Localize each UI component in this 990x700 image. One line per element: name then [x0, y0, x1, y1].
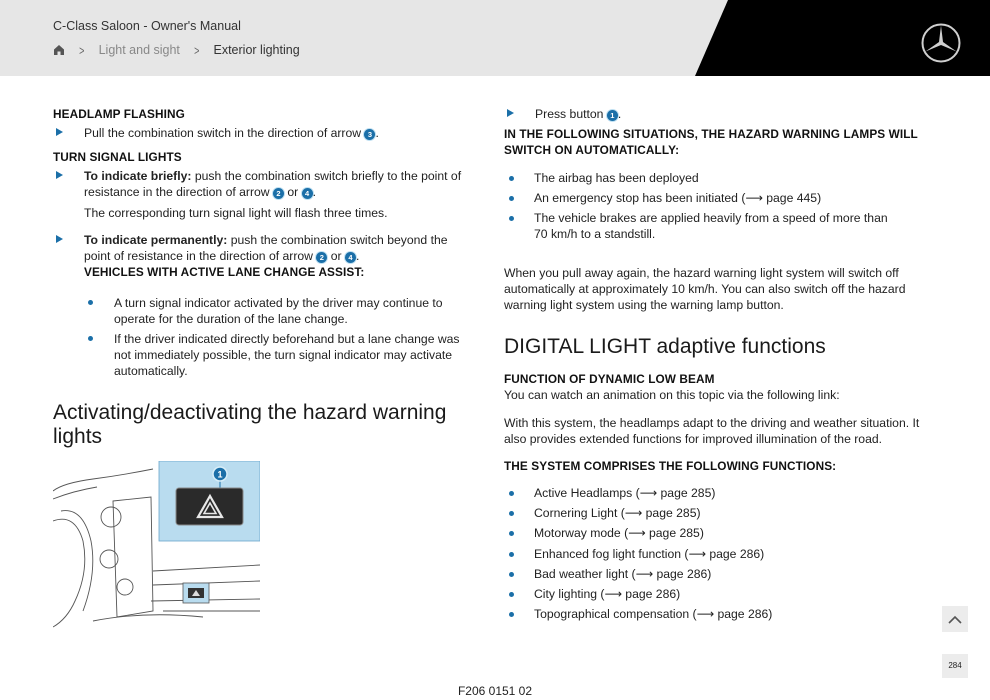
function-active-headlamps-link[interactable]: Active Headlamps (⟶ page 285): [534, 486, 716, 500]
or-text: or: [330, 249, 342, 263]
arrow-3-marker: 3: [364, 129, 375, 140]
lane-change-heading: VEHICLES WITH ACTIVE LANE CHANGE ASSIST:: [84, 265, 365, 279]
pull-away-line2: automatically at approximately 10 km/h. You can also switch off the hazard: [504, 282, 906, 296]
headlamp-step-text: Pull the combination switch in the direction of arrow: [84, 126, 362, 140]
press-button-step: Press button 1 .: [535, 107, 622, 121]
list-item: [504, 485, 944, 505]
perm-line2: point of resistance in the direction of arrow: [84, 249, 313, 263]
situation-bullet-3: [534, 210, 888, 242]
situation-bullet-3-line1: The vehicle brakes are applied heavily from a speed of more than: [534, 211, 888, 225]
arrow-4-marker: 4: [345, 252, 356, 263]
press-button-text: Press button: [535, 107, 604, 121]
bullet-dot: [509, 216, 514, 221]
bullet-dot: [88, 336, 93, 341]
digital-light-title: DIGITAL LIGHT adaptive functions: [504, 335, 826, 358]
hazard-title-line2: lights: [53, 425, 103, 448]
bullet-dot: [509, 176, 514, 181]
situation-bullet-2: An emergency stop has been initiated (⟶ page 445): [534, 191, 822, 205]
list-item: [504, 505, 944, 525]
lane-bullet-2-line1: If the driver indicated directly beforehand but a lane change was: [114, 332, 460, 346]
function-city-lighting-link[interactable]: City lighting (⟶ page 286): [534, 586, 681, 601]
or-text: or: [287, 185, 299, 199]
indicate-briefly-label: To indicate briefly:: [84, 169, 192, 183]
briefly-note: The corresponding turn signal light will flash three times.: [84, 206, 388, 220]
pull-away-line1: When you pull away again, the hazard warning light system will switch off: [504, 266, 899, 280]
animation-link-text[interactable]: You can watch an animation on this topic via the following link:: [504, 388, 840, 402]
hazard-section-title: [53, 401, 446, 449]
headlamp-flashing-heading: HEADLAMP FLASHING: [53, 107, 185, 121]
function-topographical-link[interactable]: Topographical compensation (⟶ page 286): [534, 607, 773, 622]
briefly-line1: push the combination switch briefly to the point of: [194, 169, 462, 183]
manual-title: C-Class Saloon - Owner's Manual: [53, 19, 241, 33]
arrow-4-marker: 4: [302, 188, 313, 199]
pull-away-line3: warning light system using the warning lamp button.: [504, 298, 784, 312]
function-fog-light-link[interactable]: Enhanced fog light function (⟶ page 286): [534, 546, 765, 561]
lane-bullet-1: [114, 295, 443, 327]
breadcrumb-current: Exterior lighting: [213, 43, 300, 57]
adapt-line1: With this system, the headlamps adapt to the driving and weather situation. It: [504, 416, 920, 430]
situations-heading-line2: SWITCH ON AUTOMATICALLY:: [504, 143, 680, 157]
hazard-button-figure: [53, 461, 260, 630]
step-arrow-icon: [56, 171, 63, 179]
home-icon[interactable]: [53, 44, 65, 56]
lane-bullet-2-line3: automatically.: [114, 364, 188, 378]
situations-heading: [504, 126, 918, 158]
chevron-up-icon: [948, 615, 962, 624]
list-item: [504, 546, 944, 566]
situation-bullet-1: The airbag has been deployed: [534, 171, 699, 185]
mercedes-star-logo[interactable]: [920, 22, 962, 64]
lane-bullet-1-line2: operate for the duration of the lane change.: [114, 312, 348, 326]
step-arrow-icon: [507, 109, 514, 117]
arrow-2-marker: 2: [273, 188, 284, 199]
turn-signal-heading: TURN SIGNAL LIGHTS: [53, 150, 182, 164]
situations-heading-line1: IN THE FOLLOWING SITUATIONS, THE HAZARD WARNING LAMPS WILL: [504, 127, 918, 141]
bullet-dot: [509, 196, 514, 201]
button-1-marker: 1: [607, 110, 618, 121]
page-number-badge[interactable]: 284: [942, 654, 968, 678]
pull-away-paragraph: [504, 265, 906, 313]
perm-line1: push the combination switch beyond the: [230, 233, 448, 247]
figure-code: F206 0151 02: [457, 684, 533, 698]
functions-heading: THE SYSTEM COMPRISES THE FOLLOWING FUNCTIONS:: [504, 459, 837, 473]
dynamic-low-beam-heading: FUNCTION OF DYNAMIC LOW BEAM: [504, 372, 715, 386]
chevron-right-icon: >: [79, 42, 85, 58]
step-arrow-icon: [56, 235, 63, 243]
list-item: [504, 606, 944, 626]
breadcrumb-light-and-sight[interactable]: Light and sight: [98, 43, 180, 57]
adapt-line2: also provides extended functions for improved illumination of the road.: [504, 432, 883, 446]
figure-callout-number: 1: [217, 469, 223, 480]
step-arrow-icon: [56, 128, 63, 136]
lane-bullet-1-line1: A turn signal indicator activated by the driver may continue to: [114, 296, 443, 310]
lane-bullet-2-line2: not immediately possible, the turn signal indicator may activate: [114, 348, 453, 362]
breadcrumb: [53, 42, 300, 58]
function-cornering-light-link[interactable]: Cornering Light (⟶ page 285): [534, 506, 701, 521]
bullet-dot: [88, 300, 93, 305]
functions-list: [504, 485, 944, 626]
list-item: [504, 566, 944, 586]
briefly-line2: resistance in the direction of arrow: [84, 185, 270, 199]
adapt-paragraph: [504, 415, 919, 447]
scroll-to-top-button[interactable]: [942, 606, 968, 632]
function-motorway-mode-link[interactable]: Motorway mode (⟶ page 285): [534, 526, 704, 541]
indicate-permanently-label: To indicate permanently:: [84, 233, 228, 247]
list-item: [504, 525, 944, 545]
indicate-permanently-step: To indicate permanently: push the combination switch beyond the point of resistance in the direction of arrow 2 or 4 . VEHICLES WITH ACTIVE LANE CHANGE ASSIST:: [84, 232, 474, 280]
chevron-right-icon: >: [194, 42, 200, 58]
lane-bullet-2: [114, 331, 460, 379]
function-bad-weather-link[interactable]: Bad weather light (⟶ page 286): [534, 566, 712, 581]
indicate-briefly-step: To indicate briefly: push the combination switch briefly to the point of resistance in the direction of arrow 2 or 4 . The corresponding turn signal light will flash three times.: [84, 168, 474, 221]
hazard-title-line1: Activating/deactivating the hazard warning: [53, 401, 447, 424]
situation-bullet-3-line2: 70 km/h to a standstill.: [534, 227, 656, 241]
arrow-2-marker: 2: [316, 252, 327, 263]
list-item: [504, 586, 944, 606]
headlamp-step: Pull the combination switch in the direction of arrow 3 .: [84, 126, 379, 140]
